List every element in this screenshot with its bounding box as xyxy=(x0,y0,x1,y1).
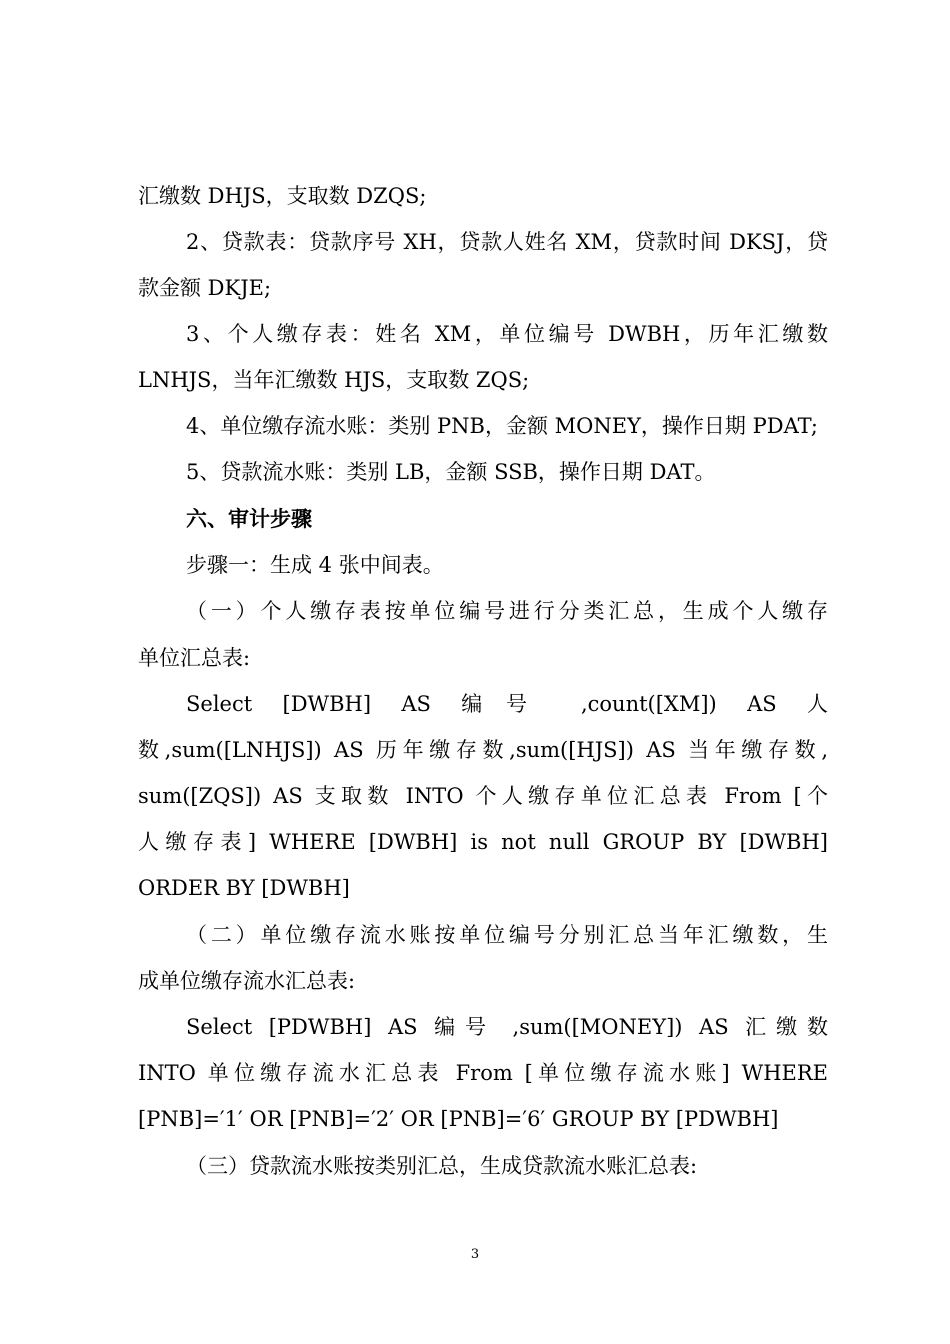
paragraph-line-6: 4、单位缴存流水账：类别 PNB，金额 MONEY，操作日期 PDAT; xyxy=(186,414,818,438)
paragraph-line-9: 步骤一：生成 4 张中间表。 xyxy=(186,553,444,577)
paragraph-line-2: 2、贷款表：贷款序号 XH，贷款人姓名 XM，贷款时间 DKSJ，贷 xyxy=(186,230,828,254)
paragraph-line-3: 款金额 DKJE; xyxy=(138,276,272,300)
sql-line-6: Select [PDWBH] AS 编号 ,sum([MONEY]) AS 汇缴数 xyxy=(186,1015,828,1039)
page-number: 3 xyxy=(470,1247,480,1262)
paragraph-line-11: 单位汇总表: xyxy=(138,646,251,670)
paragraph-line-17: （二）单位缴存流水账按单位编号分别汇总当年汇缴数，生 xyxy=(186,923,828,947)
section-heading: 六、审计步骤 xyxy=(186,506,312,531)
sql-line-4: 人缴存表] WHERE [DWBH] is not null GROUP BY [DWBH] xyxy=(138,830,828,854)
sql-line-2: 数,sum([LNHJS]) AS 历年缴存数,sum([HJS]) AS 当年缴存数, xyxy=(138,738,828,762)
sql-line-8: [PNB]=′1′ OR [PNB]=′2′ OR [PNB]=′6′ GROUP BY [PDWBH] xyxy=(138,1107,779,1131)
sql-line-5: ORDER BY [DWBH] xyxy=(138,876,350,900)
paragraph-line-18: 成单位缴存流水汇总表: xyxy=(138,969,356,993)
paragraph-line-5: LNHJS，当年汇缴数 HJS，支取数 ZQS; xyxy=(138,368,530,392)
paragraph-line-22: （三）贷款流水账按类别汇总，生成贷款流水账汇总表: xyxy=(186,1154,698,1178)
paragraph-line-4: 3、个人缴存表：姓名 XM，单位编号 DWBH，历年汇缴数 xyxy=(186,322,828,346)
sql-line-1: Select [DWBH] AS 编号 ,count([XM]) AS 人 xyxy=(186,692,828,716)
paragraph-line-10: （一）个人缴存表按单位编号进行分类汇总，生成个人缴存 xyxy=(186,599,828,623)
sql-line-7: INTO 单位缴存流水汇总表 From [单位缴存流水账] WHERE xyxy=(138,1061,828,1085)
sql-line-3: sum([ZQS]) AS 支取数 INTO 个人缴存单位汇总表 From [个 xyxy=(138,784,828,808)
paragraph-line-7: 5、贷款流水账：类别 LB，金额 SSB，操作日期 DAT。 xyxy=(186,460,716,484)
paragraph-line-1: 汇缴数 DHJS，支取数 DZQS; xyxy=(138,184,427,208)
